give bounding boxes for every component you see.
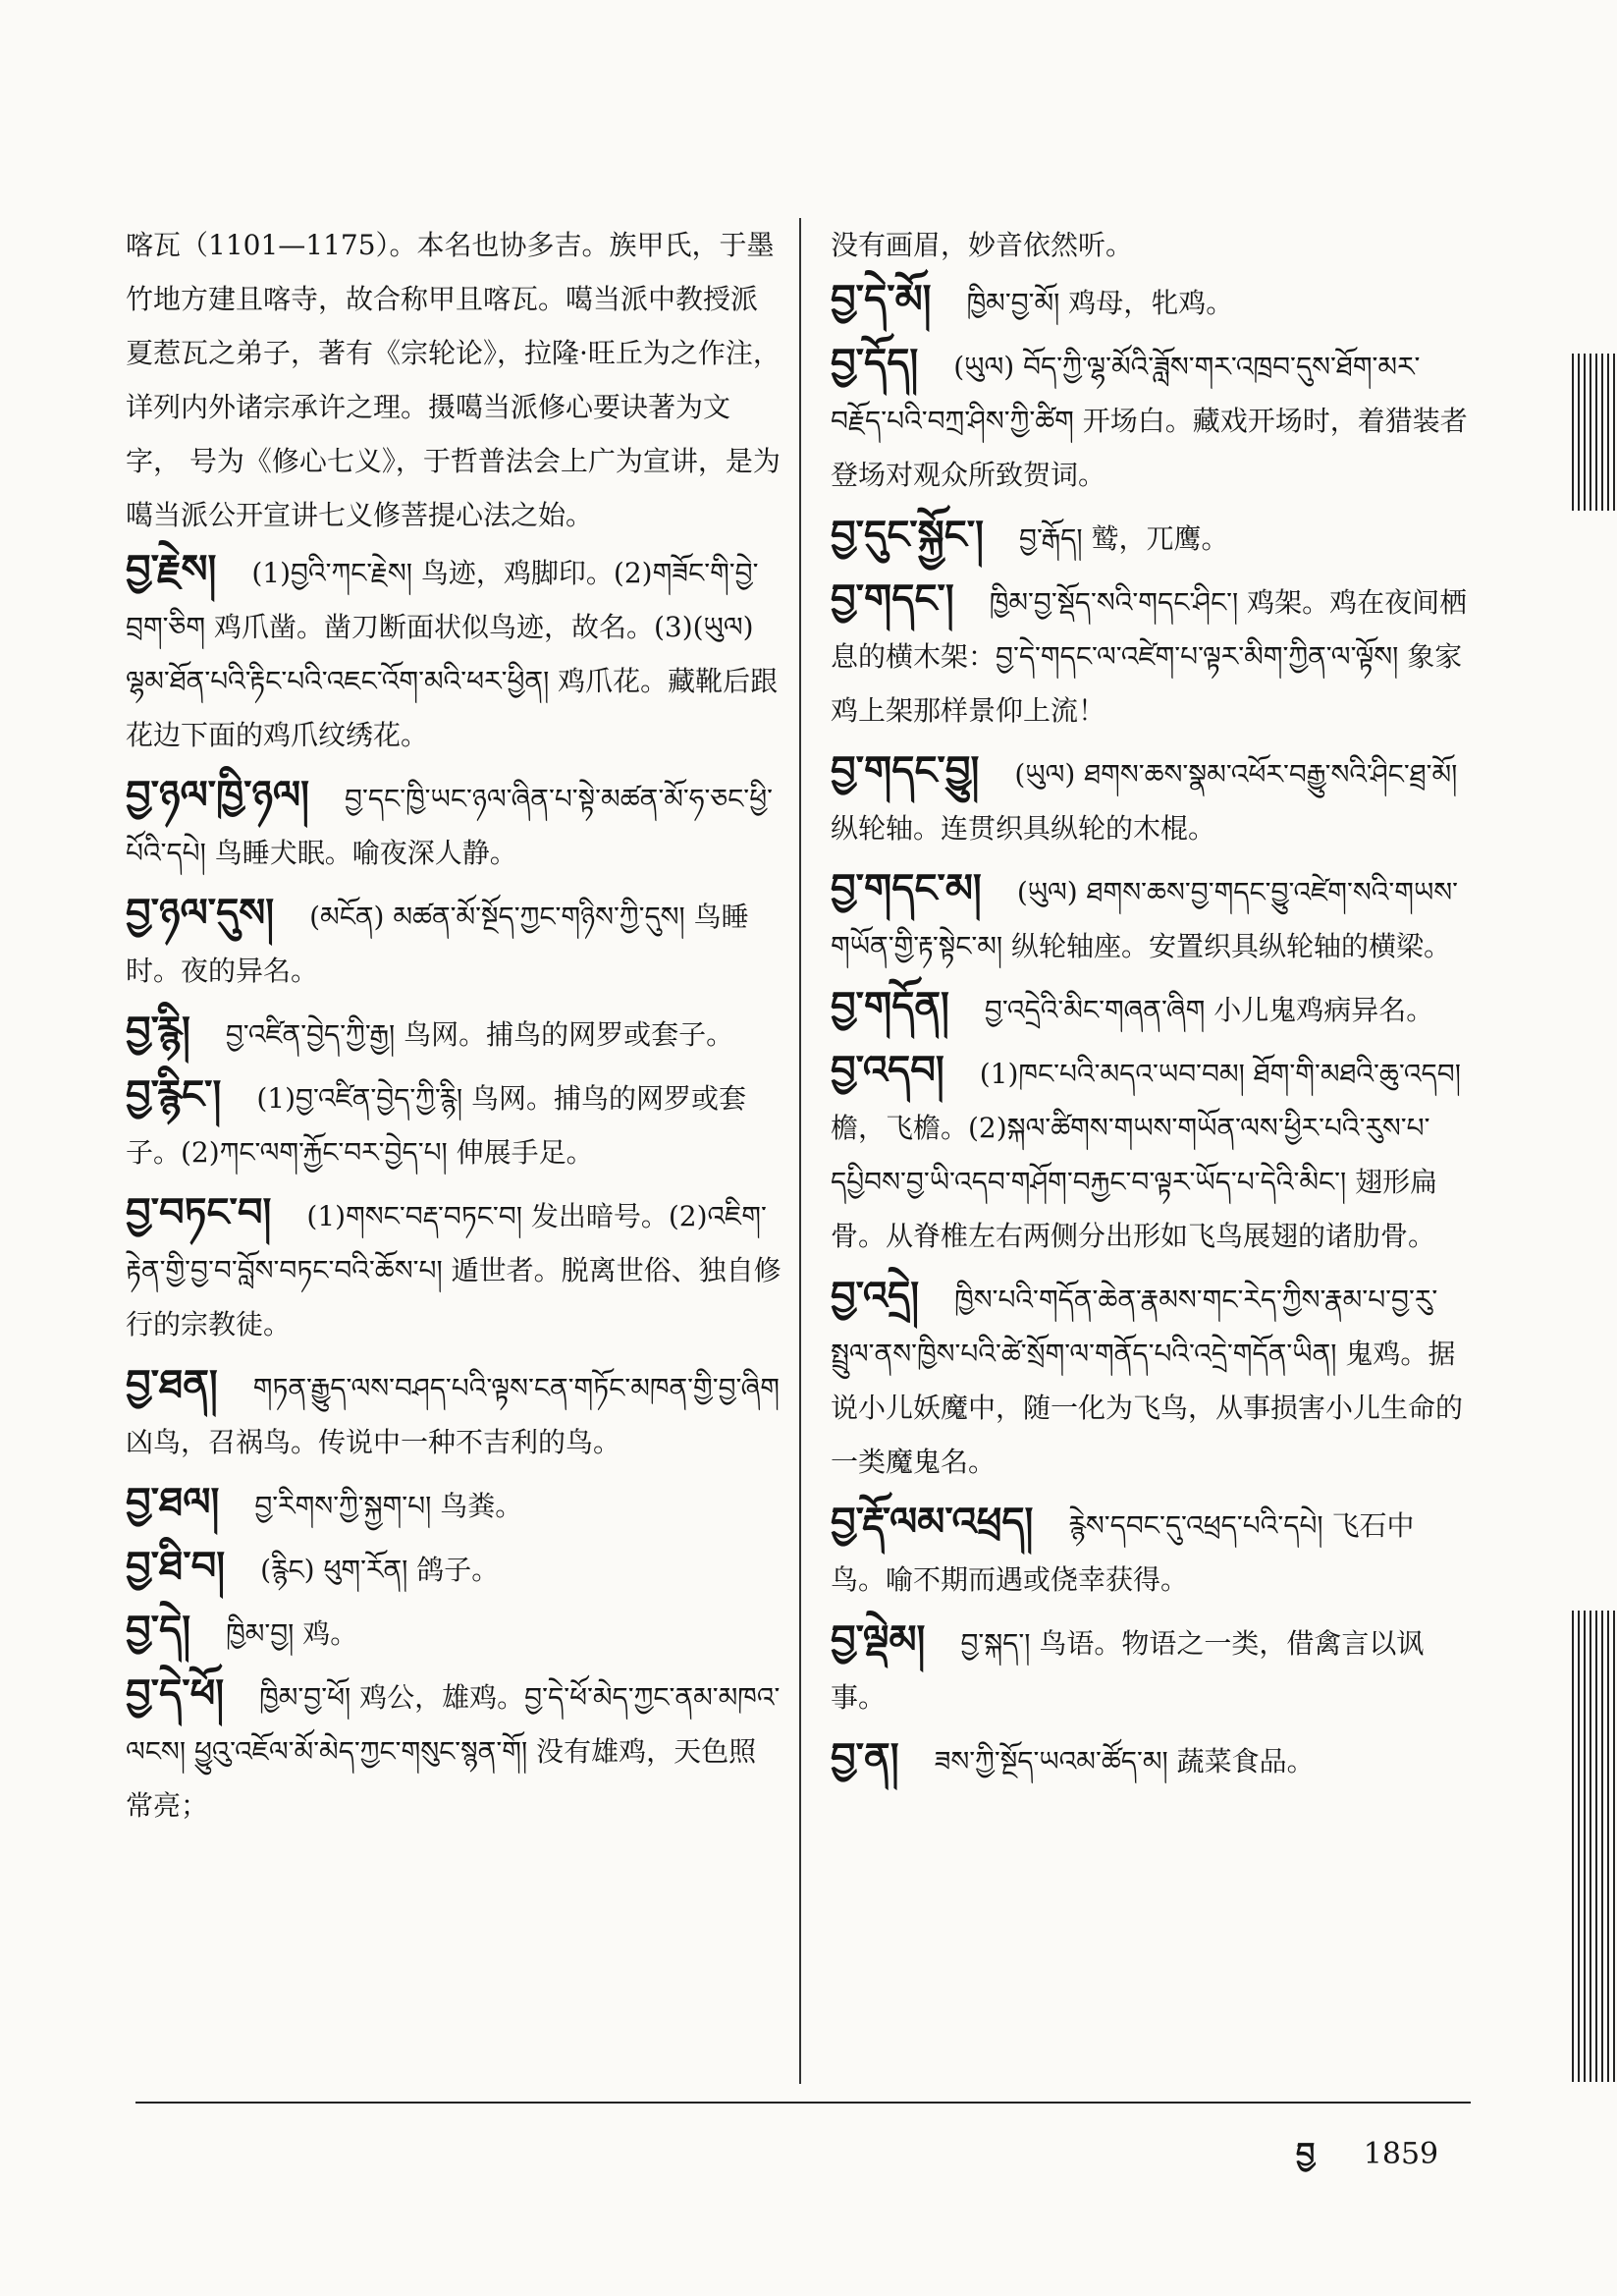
definition: བྱ་རྒོད། 鹫，兀鹰。 (1019, 522, 1229, 555)
headword: བྱ་གདང་། (831, 575, 954, 622)
headword: བྱ་འདྲེ། (831, 1273, 920, 1319)
definition: བྱ་འཛིན་བྱེད་ཀྱི་རྒྱ། 鸟网。捕鸟的网罗或套子。 (225, 1018, 734, 1051)
dictionary-entry (126, 886, 783, 998)
scan-edge-mark (1572, 354, 1617, 511)
definition: བྱ་རིགས་ཀྱི་སྐྱག་པ། 鸟粪。 (254, 1490, 523, 1522)
headword: བྱ་གདང་མ། (831, 865, 982, 911)
definition: (ཡུལ) བོད་ཀྱི་ལྷ་མོའི་ཟློས་གར་འཁྲབ་དུས་ཐོག་མར་བརྗོད་པའི་བཀྲ་ཤིས་ཀྱི་ཚིག 开场白。藏戏开场时，着猎装者登场对观众所致贺词。 (831, 351, 1468, 491)
headword: བྱ་གདང་བྱུ། (831, 747, 980, 793)
definition: (1)ཁང་པའི་མདའ་ཡབ་བམ། ཐོག་གི་མཐའི་ཆུ་འདབ། 檐，飞檐。(2)སྐལ་ཚིགས་གཡས་གཡོན་ལས་ཕྱིར་པའི་རུས་པ་དཔྱིབས་བྱ་ཡི་འདབ་གཤོག་བརྐྱང་བ་ལྟར་ཡོད་པ་དེའི་མིང་། 翅形扁骨。从脊椎左右两侧分出形如飞鸟展翅的诸肋骨。 (831, 1058, 1461, 1252)
definition: ཁྱིམ་བྱ་ཕོ། 鸡公，雄鸡。བྱ་དེ་ཕོ་མེད་ཀྱང་ནམ་མཁའ་ལངས། ཕྱུའུ་འཇོལ་མོ་མེད་ཀྱང་གསུང་སྙན་གོ། 没有雄鸡，天色照常亮； (126, 1681, 781, 1822)
column-divider (799, 218, 801, 2084)
headword: བྱ་དོད། (831, 340, 919, 386)
dictionary-entry (126, 1185, 783, 1351)
dictionary-entry (831, 861, 1469, 973)
left-entries (126, 542, 783, 1832)
headword: བྱ་རྙི། (126, 1008, 190, 1054)
definition: (1)གསང་བརྡ་བཏང་བ། 发出暗号。(2)འཇིག་རྟེན་གྱི་བྱ་བ་བློས་བཏང་བའི་ཆོས་པ། 遁世者。脱离世俗、独自修行的宗教徒。 (126, 1200, 782, 1340)
definition: ཁྱིམ་བྱ། 鸡。 (226, 1617, 358, 1650)
page-number: 1859 (1363, 2137, 1439, 2171)
headword: བྱ་ཉལ་ཁྱི་ཉལ། (126, 772, 309, 818)
definition: ཟས་ཀྱི་སྔོད་ཡའམ་ཚོད་མ། 蔬菜食品。 (934, 1745, 1315, 1777)
dictionary-entry (831, 1043, 1469, 1263)
dictionary-entry (831, 272, 1469, 330)
definition: བྱ་འདྲེའི་མིང་གཞན་ཞིག 小儿鬼鸡病异名。 (984, 994, 1434, 1026)
headword: བྱ་དེ། (126, 1607, 191, 1653)
left-continuation: 喀瓦（1101—1175）。本名也协多吉。族甲氏，于墨竹地方建且喀寺，故合称甲且喀瓦。噶当派中教授派夏惹瓦之弟子，著有《宗轮论》，拉隆·旺丘为之作注，详列内外诸宗承许之理。摄噶当派修心要诀著为文字， 号为《修心七义》，于哲普法会上广为宣讲，是为噶当派公开宣讲七义修菩提心法之始。 (126, 229, 781, 531)
dictionary-entry (831, 572, 1469, 738)
right-continuation: 没有画眉，妙音依然听。 (831, 229, 1134, 261)
footer-rule (135, 2102, 1471, 2104)
definition: ཁྱིས་པའི་གདོན་ཆེན་རྣམས་གང་རེད་ཀྱིས་རྣམ་པ་བྱ་རུ་སྤྲུལ་ནས་ཁྱིས་པའི་ཚེ་སྲོག་ལ་གནོད་པའི་འདྲེ་གདོན་ཡིན། 鬼鸡。据说小儿妖魔中，随一化为飞鸟，从事损害小儿生命的一类魔鬼名。 (831, 1284, 1464, 1478)
headword: བྱ་རྡོ་ལམ་འཕྲད། (831, 1499, 1034, 1545)
dictionary-entry (126, 1539, 783, 1597)
headword: བྱ་ཐལ། (126, 1479, 220, 1525)
definition: (1)བྱའི་ཀང་རྗེས། 鸟迹，鸡脚印。(2)གཟོང་གི་བྱེ་བྲག་ཅིག 鸡爪凿。凿刀断面状似鸟迹，故名。(3)(ཡུལ) ལྷམ་ཐོན་པའི་རྟིང་པའི་འཇང་འོག་མའི་ཕར་ཕྱིན། 鸡爪花。藏靴后跟花边下面的鸡爪纹绣花。 (126, 557, 779, 751)
definition: རྙེས་དབང་དུ་འཕྲད་པའི་དཔེ། 飞石中鸟。喻不期而遇或侥幸获得。 (831, 1509, 1415, 1596)
dictionary-entry (831, 1730, 1469, 1788)
dictionary-entry (126, 1475, 783, 1533)
headword: བྱ་ཉལ་དུས། (126, 890, 275, 936)
dictionary-entry (126, 1667, 783, 1832)
right-column (831, 218, 1469, 1794)
scan-edge-mark (1572, 1611, 1617, 2082)
dictionary-entry (831, 1495, 1469, 1607)
definition: (1)བྱ་འཛིན་བྱེད་ཀྱི་རྙི། 鸟网。捕鸟的网罗或套子。(2)ཀང་ལག་རྐྱོང་བར་བྱེད་པ། 伸展手足。 (126, 1082, 747, 1169)
dictionary-entry (126, 1357, 783, 1469)
headword: བྱ་ཐན། (126, 1361, 218, 1407)
headword: བྱ་གདོན། (831, 983, 949, 1029)
dictionary-entry (831, 743, 1469, 855)
definition: ཁྱིམ་བྱ་སྡོད་སའི་གདང་ཤིང་། 鸡架。鸡在夜间栖息的横木架：བྱ་དེ་གདང་ལ་འཛེག་པ་ལྟར་མིག་ཀྱིན་ལ་ལྟོས། 象家鸡上架那样景仰上流！ (831, 586, 1468, 727)
right-entries (831, 272, 1469, 1788)
dictionary-entry (126, 768, 783, 880)
headword: བྱ་རྙིང་། (126, 1071, 222, 1118)
dictionary-entry (126, 1067, 783, 1179)
headword: བྱ་དེ་མོ། (831, 276, 932, 322)
definition: (མངོན) མཚན་མོ་སྔོད་ཀྱང་གཉིས་ཀྱི་དུས། 鸟睡时。夜的异名。 (126, 901, 749, 987)
dictionary-entry (126, 1004, 783, 1062)
definition: (ཡུལ) ཐགས་ཆས་བྱ་གདང་བྱུ་འཛེག་སའི་གཡས་གཡོན་གྱི་རྟ་སྟེང་མ། 纵轮轴座。安置织具纵轮轴的横梁。 (831, 876, 1459, 962)
definition: (རྙིང) ཕུག་རོན། 鸽子。 (260, 1554, 500, 1586)
definition: བྱ་དང་ཁྱི་ཡང་ཉལ་ཞིན་པ་སྟེ་མཚན་མོ་ཧ་ཅང་ཕྱི་པོའི་དཔེ། 鸟睡犬眠。喻夜深人静。 (126, 783, 774, 869)
section-letter: བྱ (1296, 2137, 1316, 2171)
left-column (126, 218, 783, 1838)
definition: བྱ་སྐད་། 鸟语。物语之一类，借禽言以讽事。 (831, 1627, 1425, 1714)
headword: བྱ་དུང་སྐྱོང་། (831, 512, 985, 558)
definition: (ཡུལ) ཐགས་ཆས་སྣམ་འཕོར་བརྒྱུ་སའི་ཤིང་ཐྲ་མོ། 纵轮轴。连贯织具纵轮的木棍。 (831, 758, 1458, 845)
dictionary-entry (831, 1613, 1469, 1724)
headword: བྱ་འདབ། (831, 1047, 944, 1093)
page-footer (1296, 2121, 1438, 2204)
dictionary-entry (831, 979, 1469, 1037)
definition: གཏན་རྒྱུད་ལས་བཤད་པའི་ལྟས་ངན་གཏོང་མཁན་གྱི་བྱ་ཞིག 凶鸟，召祸鸟。传说中一种不吉利的鸟。 (126, 1372, 780, 1458)
dictionary-entry (126, 542, 783, 762)
headword: བྱ་རྗེས། (126, 546, 217, 592)
definition: ཁྱིམ་བྱ་མོ། 鸡母，牝鸡。 (966, 287, 1234, 319)
headword: བྱ་ཐི་བ། (126, 1543, 226, 1589)
headword: བྱ་བཏང་བ། (126, 1189, 272, 1235)
dictionary-entry (831, 336, 1469, 502)
headword: བྱ་དེ་ཕོ། (126, 1670, 225, 1717)
dictionary-entry (831, 508, 1469, 566)
dictionary-entry (126, 1603, 783, 1661)
headword: བྱ་ན། (831, 1734, 899, 1780)
dictionary-entry (831, 1269, 1469, 1489)
headword: བྱ་ལྡེམ། (831, 1616, 926, 1663)
